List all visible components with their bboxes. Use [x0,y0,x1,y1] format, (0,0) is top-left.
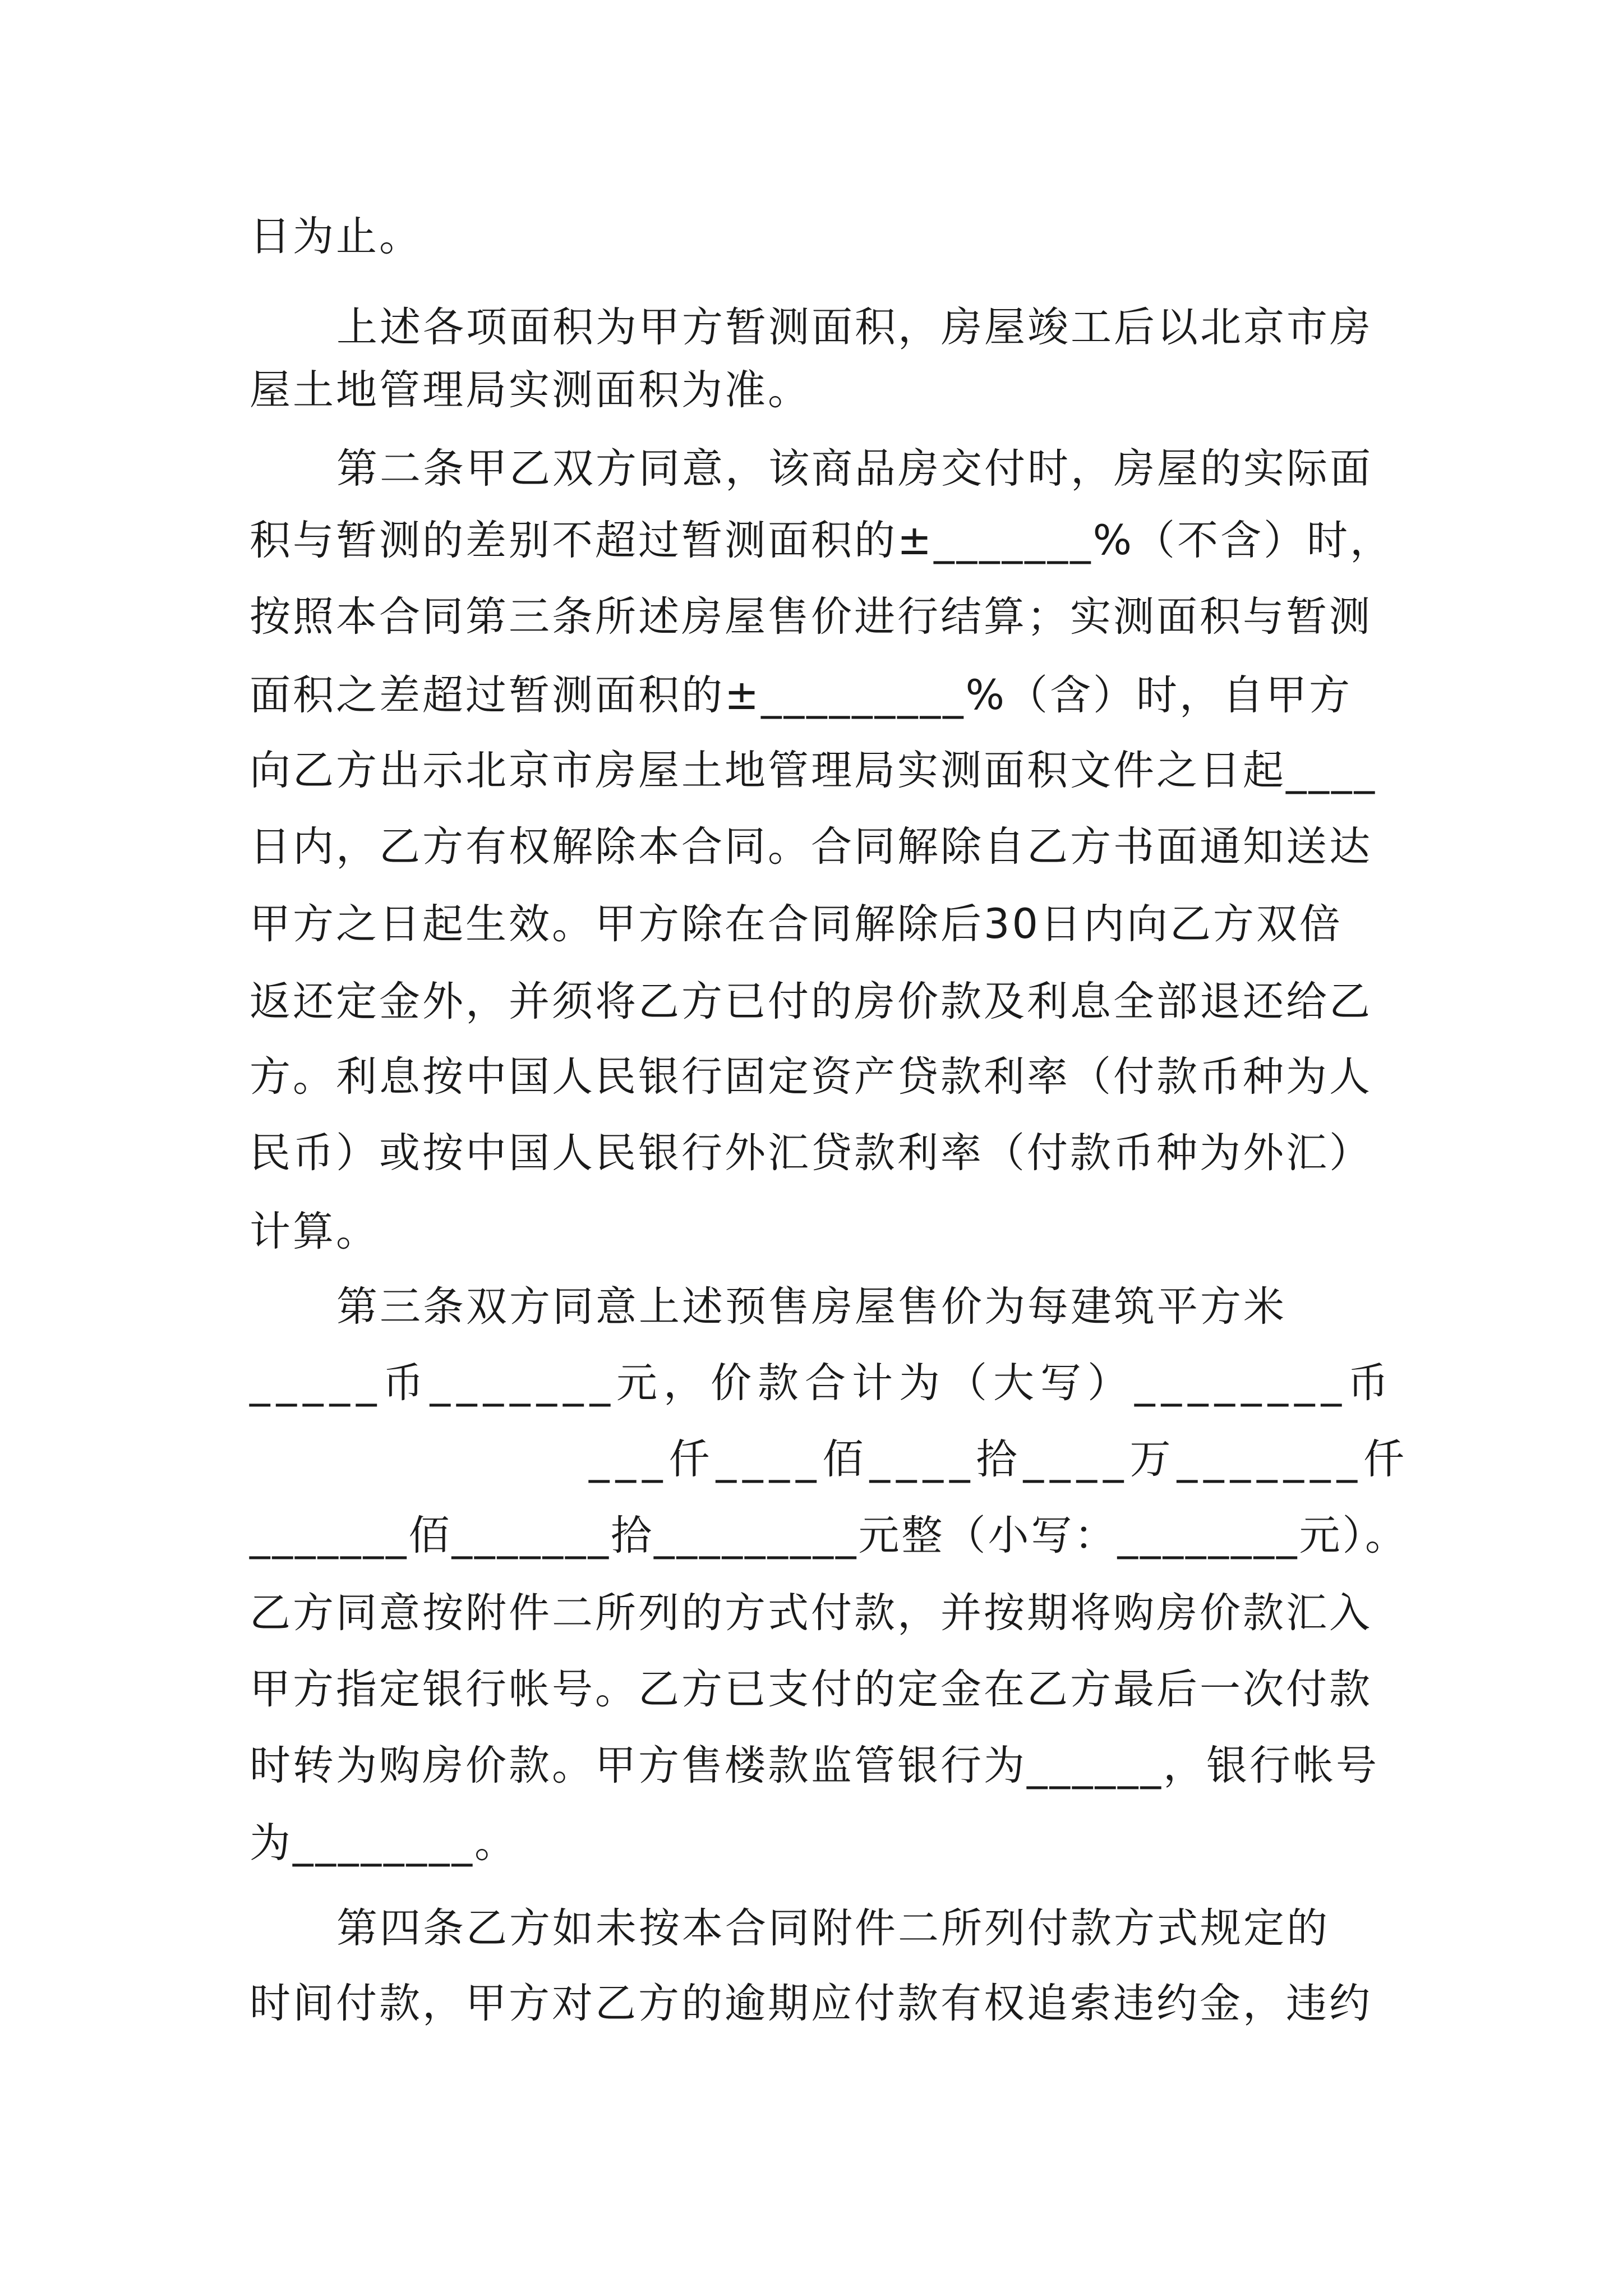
text-line: 方。利息按中国人民银行固定资产贷款利率（付款币种为人 [250,1053,1372,1101]
text-line: _______佰_______拾_________元整（小写：________元）。 [250,1512,1408,1559]
text-line: 甲方指定银行帐号。乙方已支付的定金在乙方最后一次付款 [250,1665,1372,1713]
text-line: 乙方同意按附件二所列的方式付款，并按期将购房价款汇入 [250,1589,1372,1637]
text-line: 第三条双方同意上述预售房屋售价为每建筑平方米 [336,1283,1287,1331]
text-line: 第二条甲乙双方同意，该商品房交付时，房屋的实际面 [336,445,1373,493]
text-line: 时间付款，甲方对乙方的逾期应付款有权追索违约金，违约 [250,1980,1372,2027]
text-line: 计算。 [250,1208,379,1255]
text-line: 时转为购房价款。甲方售楼款监管银行为______，银行帐号 [250,1742,1379,1789]
text-line: ___仟____佰____拾____万_______仟 [589,1435,1410,1483]
text-line: 返还定金外，并须将乙方已付的房价款及利息全部退还给乙 [250,978,1372,1025]
text-line: 向乙方出示北京市房屋土地管理局实测面积文件之日起____ [250,747,1377,794]
text-line: 上述各项面积为甲方暂测面积，房屋竣工后以北京市房 [336,303,1373,351]
text-line: 面积之差超过暂测面积的±_________%（含）时，自甲方 [250,671,1353,719]
text-line: 日内，乙方有权解除本合同。合同解除自乙方书面通知送达 [250,823,1372,871]
text-line: 日为止。 [250,213,422,260]
text-line: 民币）或按中国人民银行外汇贷款利率（付款币种为外汇） [250,1129,1372,1177]
text-line: 积与暂测的差别不超过暂测面积的±_______%（不含）时， [250,517,1394,564]
text-line: 为________。 [250,1819,518,1867]
text-line: 甲方之日起生效。甲方除在合同解除后30日内向乙方双倍 [250,900,1343,948]
text-line: 按照本合同第三条所述房屋售价进行结算；实测面积与暂测 [250,593,1372,641]
text-line: 屋土地管理局实测面积为准。 [250,366,811,414]
text-line: _____币_______元，价款合计为（大写）________币 [250,1359,1395,1407]
text-line: 第四条乙方如未按本合同附件二所列付款方式规定的 [336,1904,1330,1952]
